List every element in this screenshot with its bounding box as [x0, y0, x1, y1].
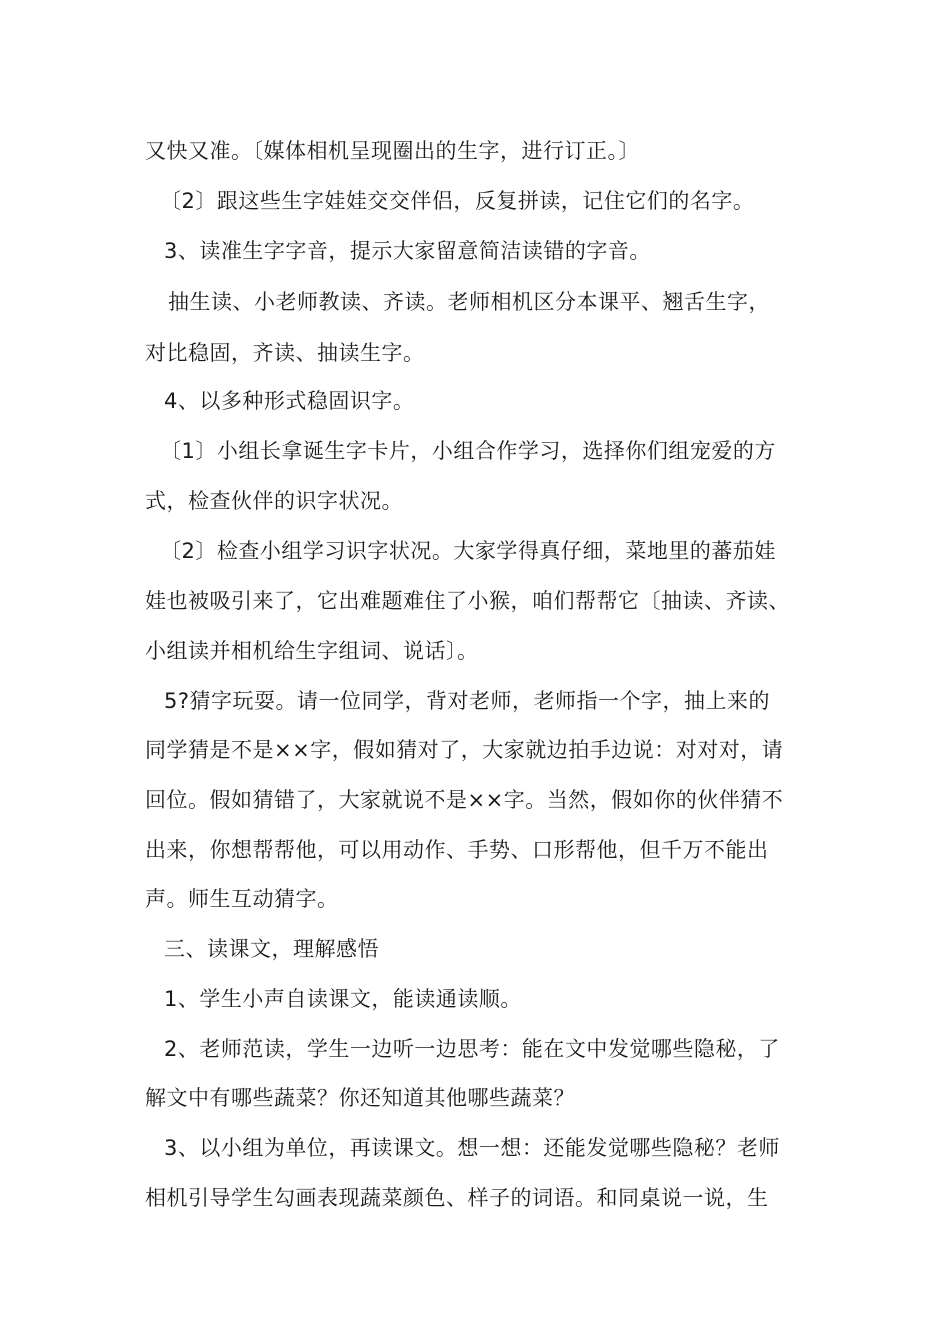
text-line: 小组读并相机给生字组词、说话〕。	[145, 639, 479, 663]
text-line: 同学猜是不是××字，假如猜对了，大家就边拍手边说：对对对，请	[145, 738, 784, 762]
text-line: 1、学生小声自读课文，能读通读顺。	[164, 987, 522, 1011]
text-line: 4、以多种形式稳固识字。	[164, 389, 415, 413]
section-heading: 三、读课文，理解感悟	[164, 937, 379, 961]
text-line: 声。师生互动猜字。	[145, 887, 339, 911]
text-line: 〔2〕检查小组学习识字状况。大家学得真仔细，菜地里的蕃茄娃	[160, 539, 776, 563]
text-line: 3、以小组为单位，再读课文。想一想：还能发觉哪些隐秘？老师	[164, 1136, 780, 1160]
text-line: 式，检查伙伴的识字状况。	[145, 489, 403, 513]
text-line: 抽生读、小老师教读、齐读。老师相机区分本课平、翘舌生字，	[168, 290, 770, 314]
text-line: 5?猜字玩耍。请一位同学，背对老师，老师指一个字，抽上来的	[164, 689, 771, 713]
text-line: 〔1〕小组长拿诞生字卡片，小组合作学习，选择你们组宠爱的方	[160, 439, 776, 463]
text-line: 回位。假如猜错了，大家就说不是××字。当然，假如你的伙伴猜不	[145, 788, 784, 812]
text-line: 娃也被吸引来了，它出难题难住了小猴，咱们帮帮它〔抽读、齐读、	[145, 589, 790, 613]
text-line: 3、读准生字字音，提示大家留意简洁读错的字音。	[164, 239, 651, 263]
text-line: 出来，你想帮帮他，可以用动作、手势、口形帮他，但千万不能出	[145, 838, 769, 862]
text-line: 2、老师范读，学生一边听一边思考：能在文中发觉哪些隐秘，了	[164, 1037, 780, 1061]
text-line: 又快又准。〔媒体相机呈现圈出的生字，进行订正。〕	[145, 139, 640, 163]
text-line: 对比稳固，齐读、抽读生字。	[145, 341, 425, 365]
text-line: 〔2〕跟这些生字娃娃交交伴侣，反复拼读，记住它们的名字。	[160, 189, 755, 213]
text-line: 相机引导学生勾画表现蔬菜颜色、样子的词语。和同桌说一说，生	[145, 1186, 769, 1210]
text-line: 解文中有哪些蔬菜？你还知道其他哪些蔬菜？	[145, 1086, 575, 1110]
